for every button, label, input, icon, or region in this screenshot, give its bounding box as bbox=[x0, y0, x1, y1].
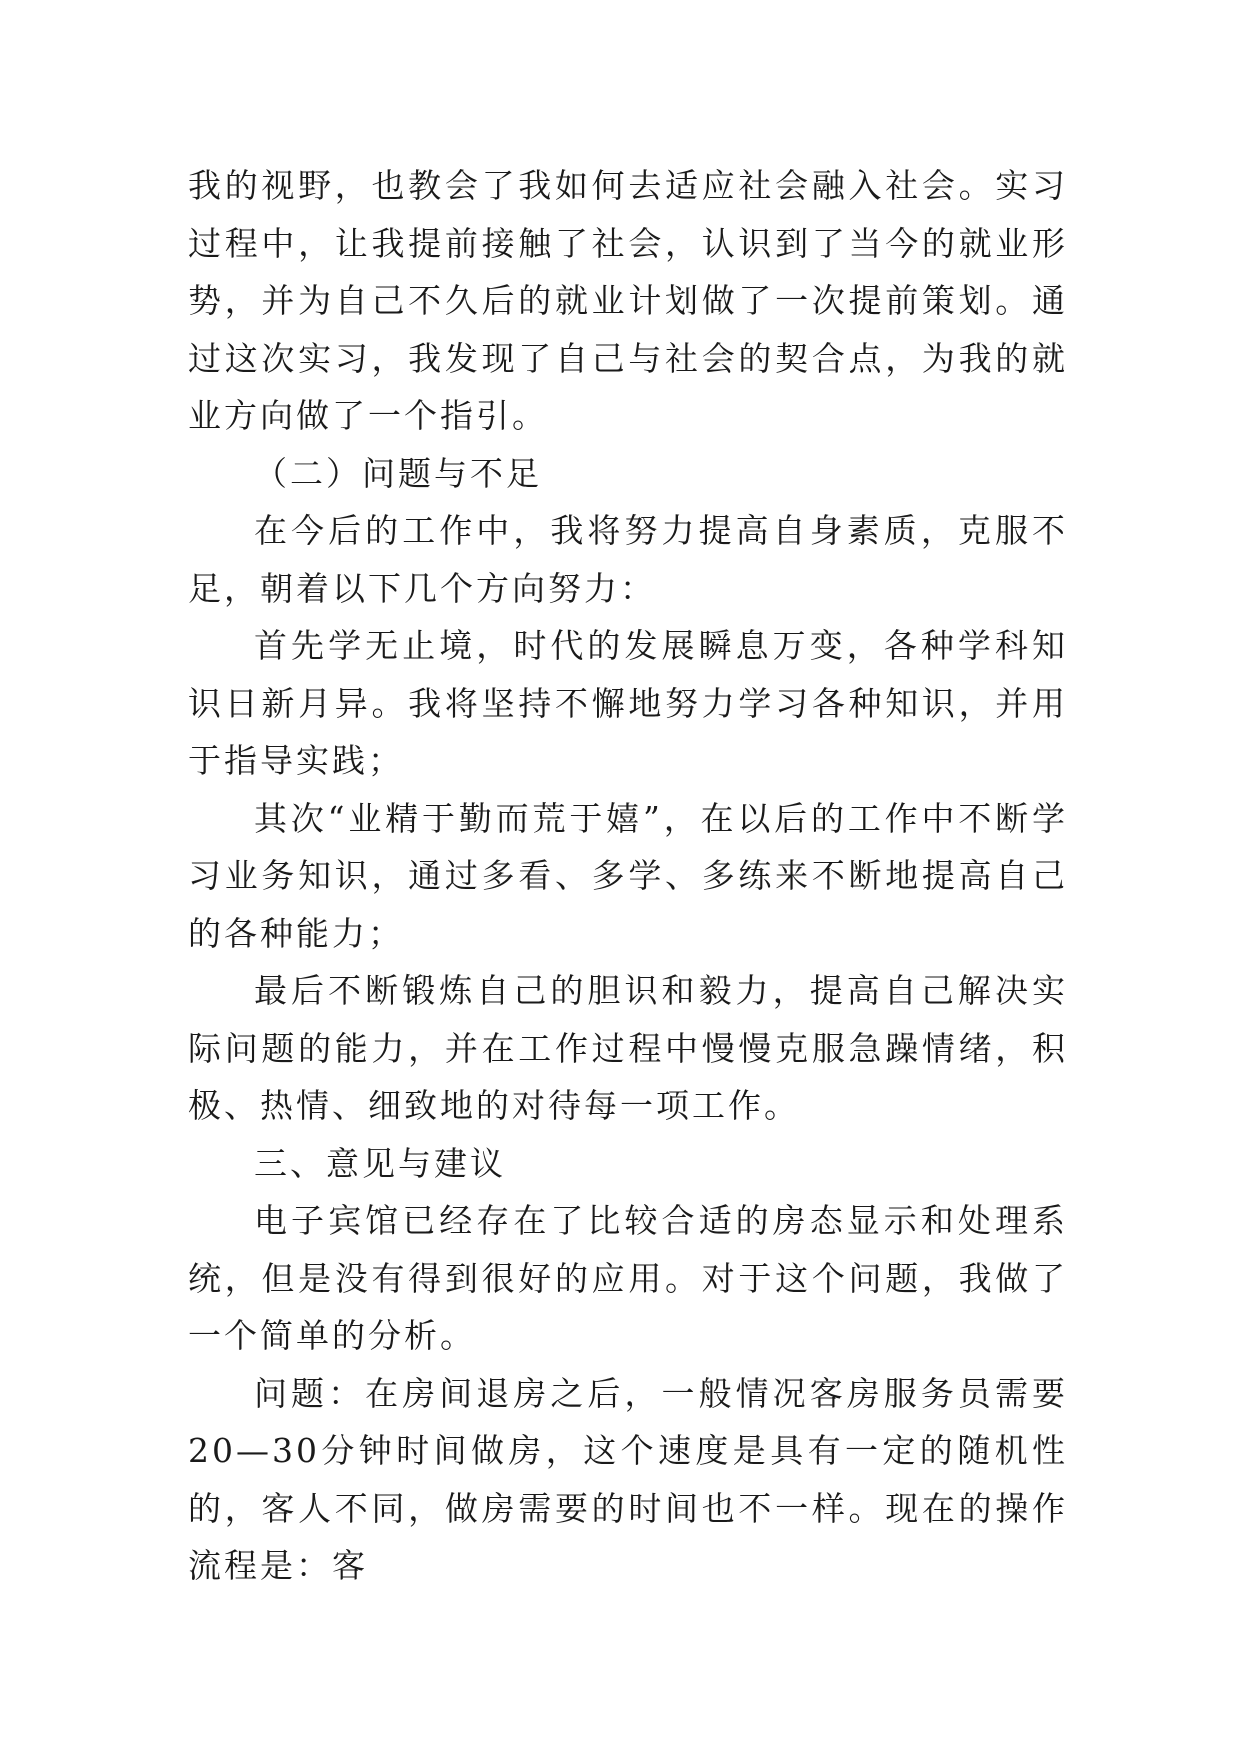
paragraph-system: 电子宾馆已经存在了比较合适的房态显示和处理系统，但是没有得到很好的应用。对于这个问题，我做了一个简单的分析。 bbox=[188, 1201, 1068, 1355]
paragraph-first: 首先学无止境，时代的发展瞬息万变，各种学科知识日新月异。我将坚持不懈地努力学习各种知识，并用于指导实践； bbox=[188, 626, 1068, 780]
section-heading-problems: （二）问题与不足 bbox=[254, 453, 542, 493]
document-body bbox=[188, 157, 1068, 1595]
section-heading-suggestions: 三、意见与建议 bbox=[254, 1143, 506, 1183]
paragraph-last: 最后不断锻炼自己的胆识和毅力，提高自己解决实际问题的能力，并在工作过程中慢慢克服急躁情绪，积极、热情、细致地的对待每一项工作。 bbox=[188, 971, 1068, 1125]
paragraph-continuation: 我的视野，也教会了我如何去适应社会融入社会。实习过程中，让我提前接触了社会，认识到了当今的就业形势，并为自己不久后的就业计划做了一次提前策划。通过这次实习，我发现了自己与社会的契合点，为我的就业方向做了一个指引。 bbox=[188, 166, 1068, 435]
paragraph-problem: 问题：在房间退房之后，一般情况客房服务员需要20—30分钟时间做房，这个速度是具有一定的随机性的，客人不同，做房需要的时间也不一样。现在的操作流程是：客 bbox=[188, 1373, 1068, 1585]
paragraph-second: 其次“业精于勤而荒于嬉”，在以后的工作中不断学习业务知识，通过多看、多学、多练来不断地提高自己的各种能力； bbox=[188, 798, 1068, 953]
paragraph-future-work: 在今后的工作中，我将努力提高自身素质，克服不足，朝着以下几个方向努力： bbox=[188, 511, 1068, 608]
